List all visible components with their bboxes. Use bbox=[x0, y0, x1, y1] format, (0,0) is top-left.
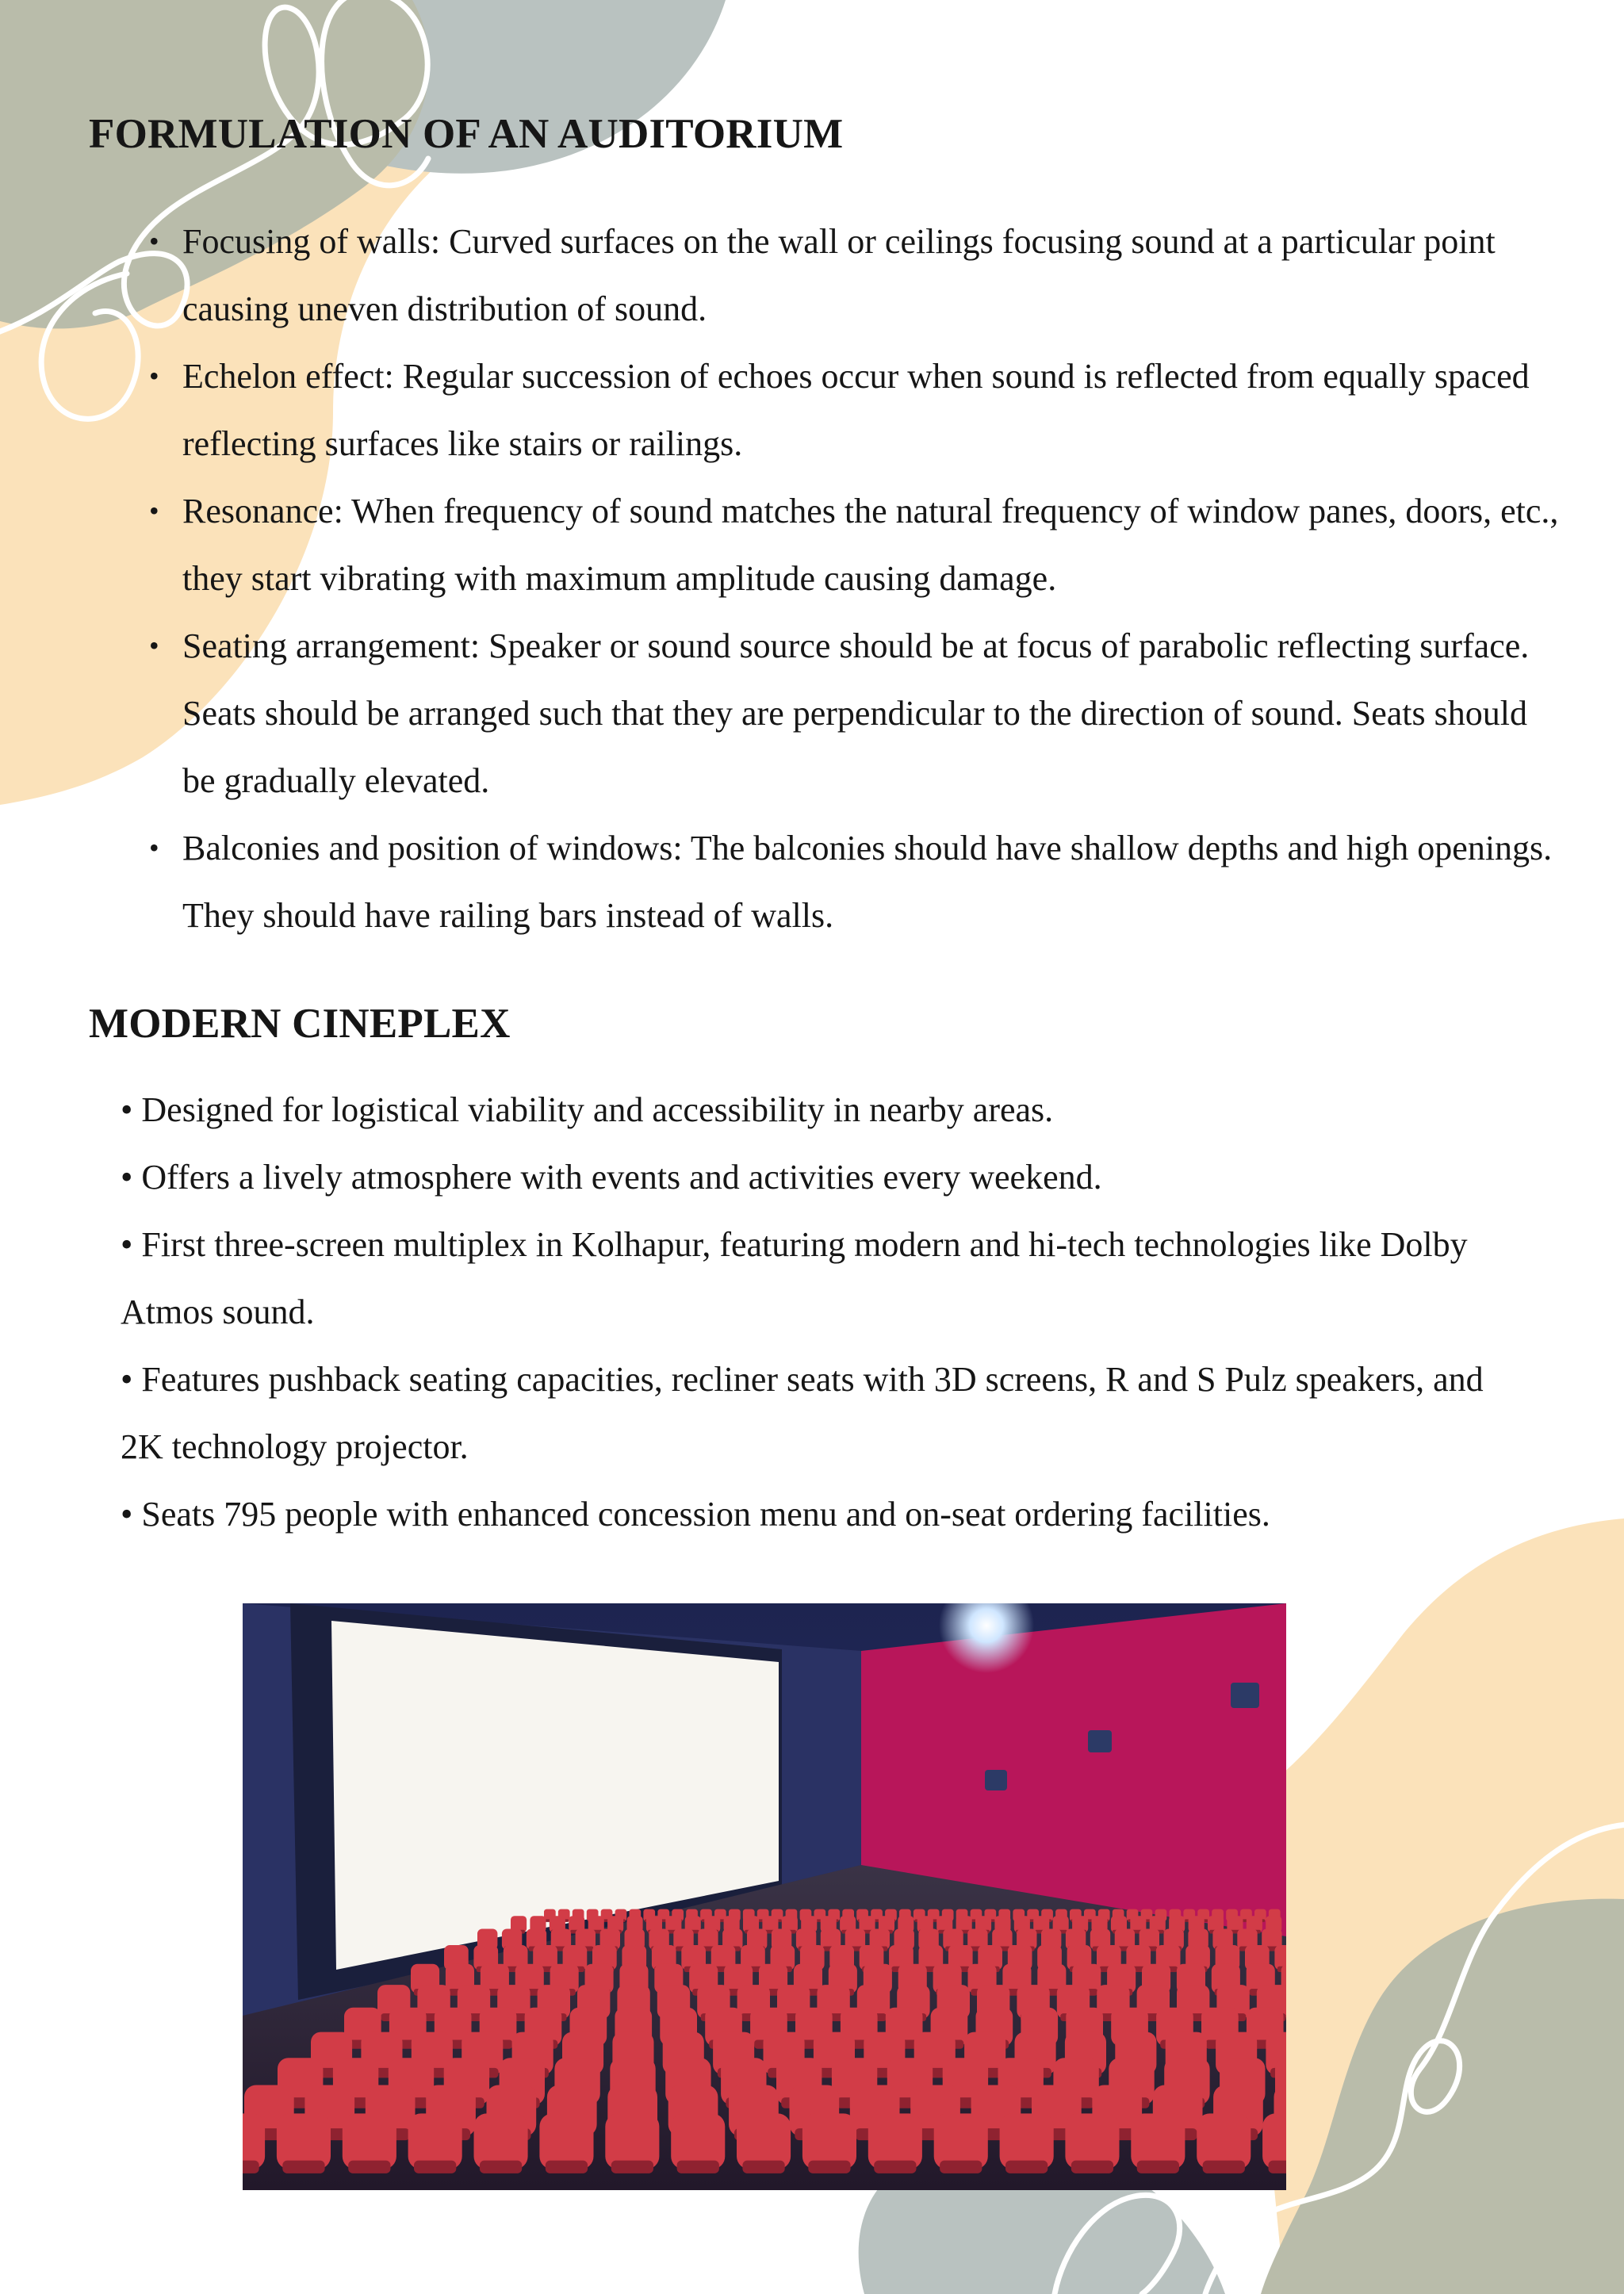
wall-speaker bbox=[985, 1770, 1007, 1790]
list-item: • Focusing of walls: Curved surfaces on the wall or ceilings focusing sound at a particular point causing uneven distribution of sound. bbox=[0, 208, 1562, 343]
seat-cushion bbox=[1071, 2161, 1113, 2173]
seat-cushion bbox=[1203, 2161, 1245, 2173]
list-item: • Offers a lively atmosphere with events and activities every weekend. bbox=[121, 1158, 1102, 1197]
seat-cushion bbox=[1137, 2161, 1179, 2173]
seat-cushion bbox=[243, 2161, 259, 2173]
seat-cushion bbox=[940, 2161, 982, 2173]
wall-speaker bbox=[1088, 1730, 1112, 1752]
seat-cushion bbox=[742, 2161, 784, 2173]
seat-cushion bbox=[1005, 2161, 1048, 2173]
list-item: • First three-screen multiplex in Kolhapur, featuring modern and hi-tech technologies like Dolby Atmos sound. bbox=[121, 1225, 1468, 1331]
list-item: • Balconies and position of windows: The balconies should have shallow depths and high openings. They should have railing bars instead of walls. bbox=[0, 814, 1562, 949]
auditorium-bullet-list bbox=[0, 208, 1624, 949]
seat-cushion bbox=[677, 2161, 719, 2173]
seat-cushion bbox=[546, 2161, 588, 2173]
cineplex-bullet-list bbox=[121, 1076, 1516, 1548]
seat-cushion bbox=[480, 2161, 522, 2173]
cinema-auditorium-photo bbox=[243, 1603, 1286, 2190]
section-title-auditorium: FORMULATION OF AN AUDITORIUM bbox=[89, 111, 844, 157]
seat-cushion bbox=[414, 2161, 456, 2173]
list-item: • Echelon effect: Regular succession of echoes occur when sound is reflected from equally spaced reflecting surfaces like stairs or railings. bbox=[0, 343, 1562, 477]
list-item: • Designed for logistical viability and accessibility in nearby areas. bbox=[121, 1090, 1054, 1129]
seat-cushion bbox=[874, 2161, 916, 2173]
seat-cushion bbox=[611, 2161, 653, 2173]
seat-cushion bbox=[348, 2161, 390, 2173]
list-item: • Seating arrangement: Speaker or sound source should be at focus of parabolic reflecting surface. Seats should be arranged such that they are perpendicular to the direction of sound. Seats should be gradually elevated. bbox=[0, 612, 1562, 814]
list-item: • Features pushback seating capacities, recliner seats with 3D screens, R and S Pulz speakers, and 2K technology projector. bbox=[121, 1360, 1484, 1466]
list-item: • Resonance: When frequency of sound matches the natural frequency of window panes, doors, etc., they start vibrating with maximum amplitude causing damage. bbox=[0, 477, 1562, 612]
section-title-cineplex: MODERN CINEPLEX bbox=[89, 1001, 511, 1047]
seat-cushion bbox=[808, 2161, 850, 2173]
seat-cushion bbox=[1269, 2161, 1287, 2173]
wall-speaker bbox=[1231, 1683, 1259, 1708]
seat-cushion bbox=[282, 2161, 324, 2173]
list-item: • Seats 795 people with enhanced concession menu and on-seat ordering facilities. bbox=[121, 1495, 1270, 1534]
